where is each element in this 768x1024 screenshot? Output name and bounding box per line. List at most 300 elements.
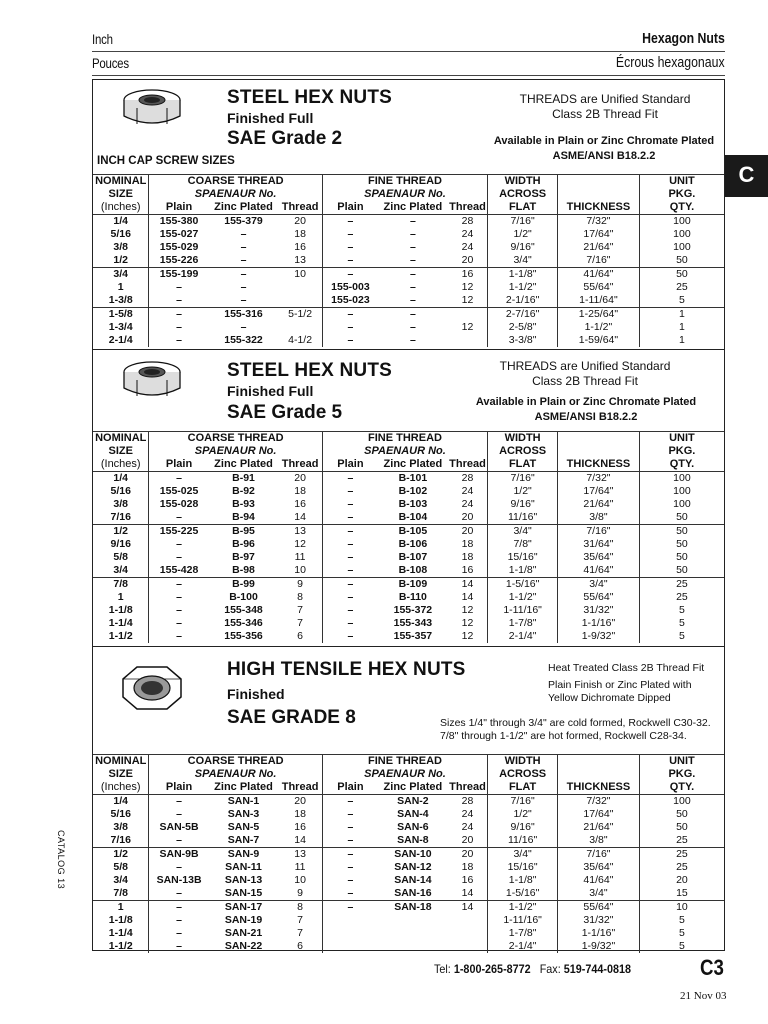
table-cell: SAN-11 [225, 861, 262, 873]
table-cell: 1/2 [93, 525, 149, 539]
column-header: NOMINAL [93, 432, 149, 446]
table-cell: 50 [639, 551, 724, 564]
table-cell: B-104 [398, 511, 428, 523]
table-cell: 3/8 [113, 241, 129, 253]
table-cell: SAN-16 [394, 887, 432, 899]
table-cell: 20 [294, 472, 306, 484]
table-row [93, 848, 724, 862]
section-subtitle: Finished Full [227, 110, 314, 126]
table-cell: 24 [461, 821, 474, 833]
table-cell: B-107 [398, 551, 428, 563]
table-cell: 155-199 [149, 268, 209, 282]
column-header: Plain [322, 458, 378, 472]
table-cell: 7/16" [558, 254, 640, 268]
column-header: QTY. [639, 781, 724, 795]
column-header: THICKNESS [558, 201, 640, 215]
table-cell: 31/32" [558, 914, 640, 927]
table-cell: 155-348 [224, 604, 263, 616]
table-cell: – [322, 901, 378, 915]
table-cell: 41/64" [558, 564, 640, 578]
table-row [93, 498, 724, 511]
table-cell: 1-1/2 [108, 630, 133, 642]
table-cell: 155-316 [209, 308, 279, 322]
table-cell: 100 [639, 795, 724, 809]
table-cell: – [409, 228, 416, 240]
table-cell: 20 [461, 254, 474, 266]
column-header: COARSE THREAD [149, 755, 322, 769]
table-row [93, 630, 724, 643]
table-cell: SAN-3 [227, 808, 260, 820]
table-cell: 2-7/16" [488, 308, 558, 322]
table-cell: 3/8" [558, 834, 640, 848]
table-cell: SAN-9B [149, 848, 209, 862]
table-cell: 12 [461, 604, 474, 616]
table-cell: 3/4 [93, 268, 149, 282]
table-cell: 155-356 [224, 630, 263, 642]
table-cell: 7 [297, 914, 303, 926]
column-header: Thread [278, 458, 322, 472]
section-title: STEEL HEX NUTS [227, 360, 393, 381]
table-cell: 7 [297, 604, 303, 616]
table-cell: 1-3/4 [108, 321, 133, 333]
fax-number: 519-744-0818 [563, 962, 631, 976]
table-cell: 5/16 [110, 228, 131, 240]
table-cell: 5 [639, 604, 724, 617]
table-cell: – [322, 564, 378, 578]
table-cell: – [409, 281, 416, 293]
column-header: WIDTH [488, 755, 558, 769]
table-row [93, 472, 724, 486]
section-tab-c: C [725, 155, 768, 197]
column-header: Thread [449, 201, 486, 213]
table-cell: 6 [297, 630, 303, 642]
table-cell: 100 [639, 241, 724, 254]
table-cell: 14 [294, 834, 306, 846]
table-cell: 50 [639, 808, 724, 821]
table-cell: B-103 [398, 498, 428, 510]
table-cell: 7/8 [93, 578, 149, 592]
table-cell: 12 [461, 617, 474, 629]
column-header: Thread [278, 781, 322, 795]
column-header: ACROSS [488, 188, 558, 201]
table-cell: 17/64" [558, 808, 640, 821]
table-row [93, 808, 724, 821]
table-cell: 1-1/16" [558, 927, 640, 940]
column-header: PKG. [639, 768, 724, 781]
table-cell: 3/4" [488, 525, 558, 539]
table-cell: – [240, 321, 247, 333]
table-cell: SAN-6 [397, 821, 429, 833]
column-header: Plain [149, 201, 209, 215]
column-header [558, 445, 640, 458]
table-cell: B-99 [209, 578, 279, 592]
table-cell: 1-1/8" [488, 874, 558, 887]
table-cell: – [209, 268, 279, 282]
table-row [93, 914, 724, 927]
thread-note: THREADS are Unified Standard Class 2B Thread Fit [519, 92, 691, 121]
table-cell: 155-357 [393, 630, 433, 642]
column-header: Thread [449, 458, 486, 470]
table-cell: 24 [461, 241, 474, 253]
column-header: THICKNESS [558, 458, 640, 472]
table-cell: 155-428 [149, 564, 209, 578]
table-cell: 55/64" [558, 281, 640, 294]
table-cell: – [409, 321, 416, 333]
table-cell: B-97 [232, 551, 255, 563]
table-cell: 155-029 [149, 241, 209, 254]
table-cell: 155-023 [322, 294, 378, 308]
table-cell: 5 [639, 927, 724, 940]
table-cell: 100 [639, 485, 724, 498]
spec-table [93, 174, 724, 347]
table-cell: SAN-10 [378, 848, 448, 862]
table-cell: – [322, 525, 378, 539]
table-cell: 35/64" [558, 861, 640, 874]
table-cell [448, 927, 488, 940]
table-cell: 24 [461, 228, 474, 240]
table-cell: 155-343 [393, 617, 433, 629]
table-cell: 20 [461, 511, 474, 523]
table-cell: 50 [639, 538, 724, 551]
table-cell: 20 [294, 215, 306, 227]
table-cell: 7/16" [488, 795, 558, 809]
table-cell: 41/64" [558, 268, 640, 282]
table-cell [322, 940, 378, 953]
table-row [93, 834, 724, 848]
column-header: Zinc Plated [209, 458, 279, 472]
table-cell: 1-1/2" [488, 901, 558, 915]
table-cell: – [322, 308, 378, 322]
section-title: HIGH TENSILE HEX NUTS [227, 659, 466, 680]
table-cell: 1 [117, 591, 124, 603]
table-row [93, 617, 724, 630]
table-cell: – [149, 914, 209, 927]
availability-note: Available in Plain or Zinc Chromate Plated ASME/ANSI B18.2.2 [475, 396, 697, 423]
table-cell: – [322, 254, 378, 268]
table-cell: 5/16 [110, 808, 131, 820]
table-cell: 28 [461, 472, 474, 484]
table-cell: – [149, 308, 209, 322]
column-header [558, 432, 640, 446]
column-header [558, 175, 640, 189]
section-grade: SAE GRADE 8 [227, 707, 356, 728]
table-cell: – [322, 215, 378, 229]
column-header: WIDTH [488, 175, 558, 189]
column-header: (Inches) [93, 458, 149, 472]
table-cell: – [322, 848, 378, 862]
table-cell: 13 [278, 525, 322, 539]
section-grade: SAE Grade 2 [227, 128, 343, 149]
table-cell: – [322, 551, 378, 564]
table-row [93, 564, 724, 578]
table-cell: 1/4 [113, 472, 129, 484]
column-header: SPAENAUR No. [322, 188, 487, 201]
table-cell: 41/64" [558, 874, 640, 887]
thread-note: THREADS are Unified Standard Class 2B Thread Fit [499, 359, 671, 388]
table-cell: 10 [278, 268, 322, 282]
header-title-french: Écrous hexagonaux [616, 54, 725, 71]
table-row [93, 591, 724, 604]
table-cell: SAN-9 [209, 848, 279, 862]
table-cell: 16 [461, 564, 474, 576]
table-cell: 7/16 [110, 834, 131, 846]
table-cell: SAN-2 [397, 795, 429, 807]
table-cell: – [149, 617, 209, 630]
table-cell: 2-1/16" [488, 294, 558, 308]
table-cell: 25 [639, 861, 724, 874]
table-cell: 13 [294, 254, 306, 266]
table-cell: 100 [639, 215, 724, 229]
column-header: Zinc Plated [209, 201, 279, 215]
column-header: (Inches) [93, 201, 149, 215]
table-cell: 25 [639, 834, 724, 848]
table-cell: 50 [639, 821, 724, 834]
table-cell: SAN-22 [224, 940, 263, 952]
table-cell: 12 [461, 281, 474, 293]
table-cell: 155-380 [149, 215, 209, 229]
table-cell: – [322, 511, 378, 525]
table-cell: – [149, 630, 209, 643]
table-cell: 18 [294, 808, 306, 820]
column-header: SIZE [108, 188, 133, 200]
table-cell: 5-1/2 [278, 308, 322, 322]
table-cell: SAN-7 [227, 834, 260, 846]
table-row [93, 294, 724, 308]
section-divider [93, 646, 724, 647]
table-cell: 15 [639, 887, 724, 901]
table-cell: – [240, 294, 247, 306]
table-row [93, 228, 724, 241]
table-cell: 155-322 [224, 334, 263, 346]
table-cell: 14 [294, 511, 306, 523]
table-row [93, 795, 724, 809]
table-cell: 9 [278, 578, 322, 592]
table-cell: 155-225 [149, 525, 209, 539]
table-cell: 24 [461, 808, 474, 820]
column-header: UNIT [639, 175, 724, 189]
table-cell [448, 940, 488, 953]
table-cell: 11 [294, 551, 306, 563]
table-cell: 1-11/64" [558, 294, 640, 308]
table-cell: 7/16" [558, 525, 640, 539]
section-subtitle: Finished Full [227, 383, 314, 399]
table-cell: 1/2" [488, 808, 558, 821]
table-cell: B-106 [398, 538, 428, 550]
table-cell: 50 [639, 268, 724, 282]
table-cell [378, 940, 448, 953]
table-cell: – [322, 498, 378, 511]
table-cell: B-98 [232, 564, 255, 576]
table-cell: SAN-5B [149, 821, 209, 834]
catalog-label: CATALOG 13 [56, 830, 66, 890]
table-cell: 18 [461, 551, 474, 563]
table-cell: – [149, 578, 209, 592]
table-cell: – [322, 538, 378, 551]
table-cell: – [378, 308, 448, 322]
table-row [93, 525, 724, 539]
table-cell: 2-1/4" [488, 630, 558, 643]
table-cell: 15/16" [488, 861, 558, 874]
table-cell: – [149, 861, 209, 874]
spec-table [93, 431, 724, 643]
table-cell: 1/4 [113, 215, 129, 227]
table-row [93, 551, 724, 564]
table-cell: – [149, 294, 209, 308]
table-row [93, 254, 724, 268]
table-cell: 2-1/4" [488, 940, 558, 953]
table-cell: 1-1/2" [558, 321, 640, 334]
hex-nut-icon [119, 358, 185, 404]
hex-nut-icon [115, 661, 189, 717]
table-cell: 155-025 [149, 485, 209, 498]
table-cell: 14 [461, 591, 474, 603]
column-header: NOMINAL [93, 175, 149, 189]
table-cell: SAN-12 [394, 861, 432, 873]
table-cell: 1-1/2" [488, 591, 558, 604]
table-cell: – [149, 940, 209, 953]
table-cell: – [322, 795, 378, 809]
table-cell [278, 321, 322, 334]
table-row [93, 927, 724, 940]
table-cell: – [409, 334, 416, 346]
table-cell: – [149, 334, 209, 347]
column-header: Plain [149, 458, 209, 472]
table-cell: – [149, 472, 209, 486]
table-cell: 7 [297, 927, 303, 939]
table-cell: 12 [294, 538, 306, 550]
table-cell: 2-5/8" [488, 321, 558, 334]
table-cell: 100 [639, 498, 724, 511]
cap-screw-sizes-label: INCH CAP SCREW SIZES [97, 155, 235, 167]
table-row [93, 538, 724, 551]
column-header: Plain [322, 201, 378, 215]
section-grade: SAE Grade 5 [227, 402, 343, 423]
table-cell: 5 [639, 940, 724, 953]
table-cell: 5/8 [113, 551, 129, 563]
table-cell: 155-372 [393, 604, 433, 616]
table-cell: 25 [639, 591, 724, 604]
table-cell: SAN-13B [149, 874, 209, 887]
table-cell: 24 [461, 498, 474, 510]
table-cell: – [240, 228, 247, 240]
table-cell: 25 [639, 281, 724, 294]
table-cell: 16 [294, 498, 306, 510]
table-cell: B-92 [232, 485, 255, 497]
table-cell: SAN-15 [224, 887, 263, 899]
table-cell: – [322, 834, 378, 848]
table-cell: 7/32" [558, 795, 640, 809]
table-cell: 1-11/16" [488, 914, 558, 927]
table-cell: – [322, 874, 378, 887]
table-cell [278, 281, 322, 294]
table-cell: 3/4" [558, 578, 640, 592]
table-cell: 17/64" [558, 485, 640, 498]
table-row [93, 821, 724, 834]
table-cell: 5 [639, 617, 724, 630]
column-header: FINE THREAD [322, 432, 487, 446]
table-cell: – [322, 228, 378, 241]
table-cell [378, 914, 448, 927]
table-cell: 18 [294, 228, 306, 240]
table-cell: 1-1/4 [108, 927, 133, 939]
column-header: FINE THREAD [322, 175, 487, 189]
column-header: (Inches) [93, 781, 149, 795]
table-cell: – [149, 604, 209, 617]
spec-table [93, 754, 724, 953]
column-header: UNIT [639, 432, 724, 446]
table-cell: B-108 [398, 564, 428, 576]
table-cell: – [322, 861, 378, 874]
table-cell: 31/64" [558, 538, 640, 551]
table-cell [278, 294, 322, 308]
table-cell: 1-1/2 [108, 940, 133, 952]
table-cell: – [149, 281, 209, 294]
header-unit-french: Pouces [92, 55, 129, 71]
table-cell: 31/32" [558, 604, 640, 617]
table-cell: 155-226 [149, 254, 209, 268]
table-cell: SAN-18 [378, 901, 448, 915]
table-cell: – [322, 334, 378, 347]
table-cell: – [149, 321, 209, 334]
table-cell: 12 [461, 630, 474, 642]
table-cell: SAN-5 [227, 821, 260, 833]
column-header: ACROSS [488, 445, 558, 458]
table-cell: 14 [448, 578, 488, 592]
table-cell: 155-028 [149, 498, 209, 511]
table-cell: 20 [639, 874, 724, 887]
table-row [93, 511, 724, 525]
table-cell: 7/16" [488, 215, 558, 229]
table-cell: 4-1/2 [288, 334, 313, 346]
column-header [558, 768, 640, 781]
table-cell [448, 914, 488, 927]
column-header: UNIT [639, 755, 724, 769]
table-cell: – [322, 472, 378, 486]
table-cell: 1-9/32" [558, 940, 640, 953]
table-cell: 16 [294, 821, 306, 833]
table-cell: – [322, 321, 378, 334]
table-cell: SAN-4 [397, 808, 429, 820]
table-cell: 8 [278, 901, 322, 915]
table-cell: 3/4 [113, 564, 129, 576]
table-cell: – [149, 591, 209, 604]
column-header [558, 188, 640, 201]
table-cell: – [322, 617, 378, 630]
table-cell: 13 [278, 848, 322, 862]
table-cell [322, 914, 378, 927]
table-row [93, 241, 724, 254]
column-header: QTY. [639, 201, 724, 215]
table-cell: 1 [639, 334, 724, 347]
table-cell: 7/16" [488, 472, 558, 486]
column-header: COARSE THREAD [149, 175, 322, 189]
table-cell: 1/4 [113, 795, 129, 807]
table-cell: B-93 [232, 498, 255, 510]
column-header: Zinc Plated [209, 781, 279, 795]
table-cell: – [149, 901, 209, 915]
column-header: FLAT [488, 201, 558, 215]
table-cell: 16 [294, 241, 306, 253]
table-row [93, 861, 724, 874]
table-cell: 1-5/8 [93, 308, 149, 322]
table-cell: 3/4" [558, 887, 640, 901]
table-cell: 20 [448, 848, 488, 862]
column-header: Zinc Plated [378, 201, 448, 215]
table-cell: SAN-17 [209, 901, 279, 915]
table-cell: 55/64" [558, 901, 640, 915]
table-cell: 55/64" [558, 591, 640, 604]
heat-treat-note: Heat Treated Class 2B Thread Fit Plain Finish or Zinc Plated with Yellow Dichromate Dipped [548, 662, 705, 704]
